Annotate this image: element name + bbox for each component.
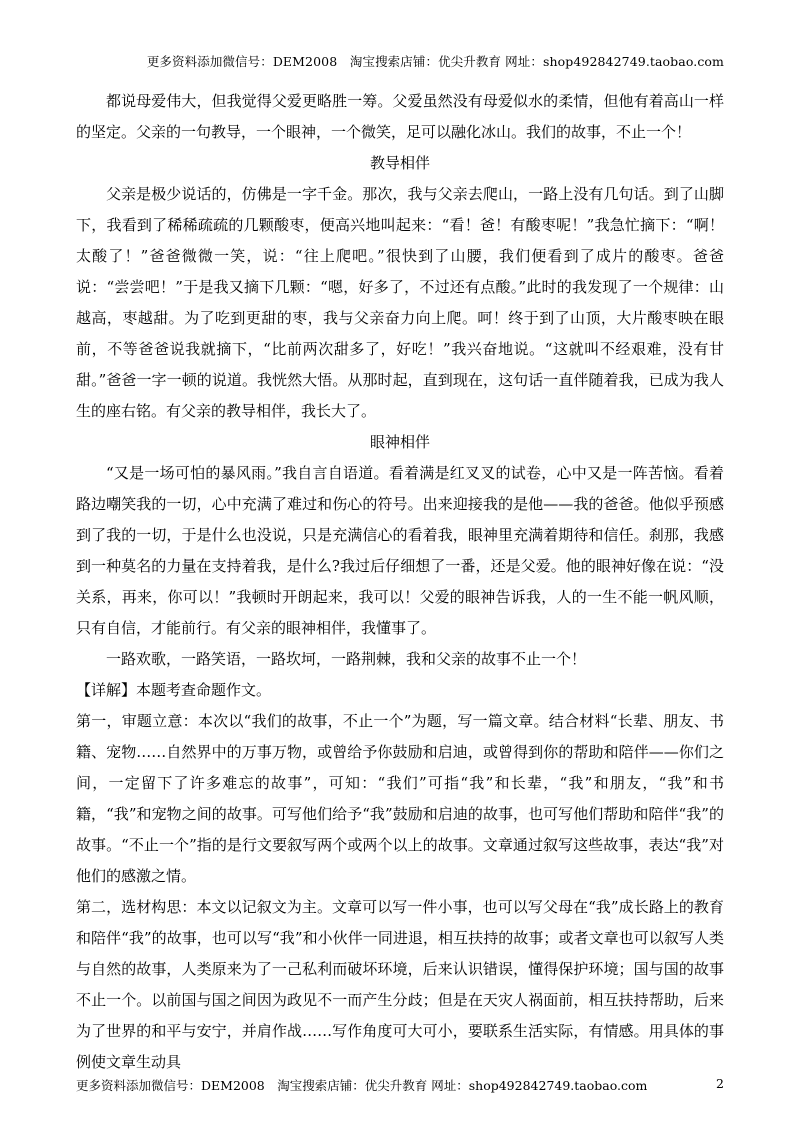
section-heading-eyes: 眼神相伴 — [369, 433, 430, 451]
page-number: 2 — [716, 1076, 724, 1091]
paragraph-closing: 一路欢歌，一路笑语，一路坎坷，一路荆棘，我和父亲的故事不止一个！ — [106, 650, 587, 668]
paragraph-analysis-second: 第二，选材构思：本文以记叙文为主。文章可以写一件小事，也可以写父母在“我”成长路上的教育和陪伴“我”的故事，也可以写“我”和小伙伴一同进退，相互扶持的故事；或者文章也可以叙写人类与自然的故事，人类原来为了一己私利而破坏环境，后来认识错误，懂得保护环境；国与国的故事不止一个。以前国与国之间因为政见不一而产生分歧；但是在天灾人祸面前，相互扶持帮助，后来为了世界的和平与安宁，并肩作战……写作角度可大可小，要联系生活实际，有情感。用具体的事例使文章生动具 — [76, 898, 724, 1071]
paragraph-explanation-title: 【详解】本题考查命题作文。 — [76, 681, 272, 699]
footer-text: 更多资料添加微信号：DEM2008 淘宝搜索店铺：优尖升教育 网址：shop492842749.taobao.com — [76, 1078, 648, 1093]
paragraph-eyes: “又是一场可怕的暴风雨。”我自言自语道。看着满是红叉叉的试卷，心中又是一阵苦恼。看着路边嘲笑我的一切，心中充满了难过和伤心的符号。出来迎接我的是他——我的爸爸。他似乎预感到了我的一切，于是什么也没说，只是充满信心的看着我，眼神里充满着期待和信任。刹那，我感到一种莫名的力量在支持着我，是什么?我过后仔细想了一番，还是父爱。他的眼神好像在说：“没关系，再来，你可以！”我顿时开朗起来，我可以！父爱的眼神告诉我，人的一生不能一帆风顺，只有自信，才能前行。有父亲的眼神相伴，我懂事了。 — [76, 464, 724, 637]
page-header: 更多资料添加微信号：DEM2008 淘宝搜索店铺：优尖升教育 网址：shop492842749.taobao.com — [146, 54, 724, 69]
paragraph-teaching: 父亲是极少说话的，仿佛是一字千金。那次，我与父亲去爬山，一路上没有几句话。到了山脚下，我看到了稀稀疏疏的几颗酸枣，便高兴地叫起来：“看！爸！有酸枣呢！”我急忙摘下：“啊！太酸了！”爸爸微微一笑，说：“往上爬吧。”很快到了山腰，我们便看到了成片的酸枣。爸爸说：“尝尝吧！”于是我又摘下几颗：“嗯，好多了，不过还有点酸。”此时的我发现了一个规律：山越高，枣越甜。为了吃到更甜的枣，我与父亲奋力向上爬。呵！终于到了山顶，大片酸枣映在眼前，不等爸爸说我就摘下，“比前两次甜多了，好吃！”我兴奋地说。“这就叫不经艰难，没有甘甜。”爸爸一字一顿的说道。我恍然大悟。从那时起，直到现在，这句话一直伴随着我，已成为我人生的座右铭。有父亲的教导相伴，我长大了。 — [76, 185, 724, 420]
section-heading-teaching: 教导相伴 — [369, 154, 430, 172]
paragraph-analysis-first: 第一，审题立意：本次以“我们的故事，不止一个”为题，写一篇文章。结合材料“长辈、朋友、书籍、宠物……自然界中的万事万物，或曾给予你鼓励和启迪，或曾得到你的帮助和陪伴——你们之间，一定留下了许多难忘的故事”，可知：“我们”可指“我”和长辈，“我”和朋友，“我”和书籍，“我”和宠物之间的故事。可写他们给予“我”鼓励和启迪的故事，也可写他们帮助和陪伴“我”的故事。“不止一个”指的是行文要叙写两个或两个以上的故事。文章通过叙写这些故事，表达“我”对他们的感激之情。 — [76, 712, 724, 885]
paragraph-intro: 都说母爱伟大，但我觉得父爱更略胜一筹。父爱虽然没有母爱似水的柔情，但他有着高山一样的坚定。父亲的一句教导，一个眼神，一个微笑，足可以融化冰山。我们的故事，不止一个！ — [76, 92, 724, 141]
document-body — [76, 86, 724, 1078]
page-footer — [76, 1076, 724, 1094]
